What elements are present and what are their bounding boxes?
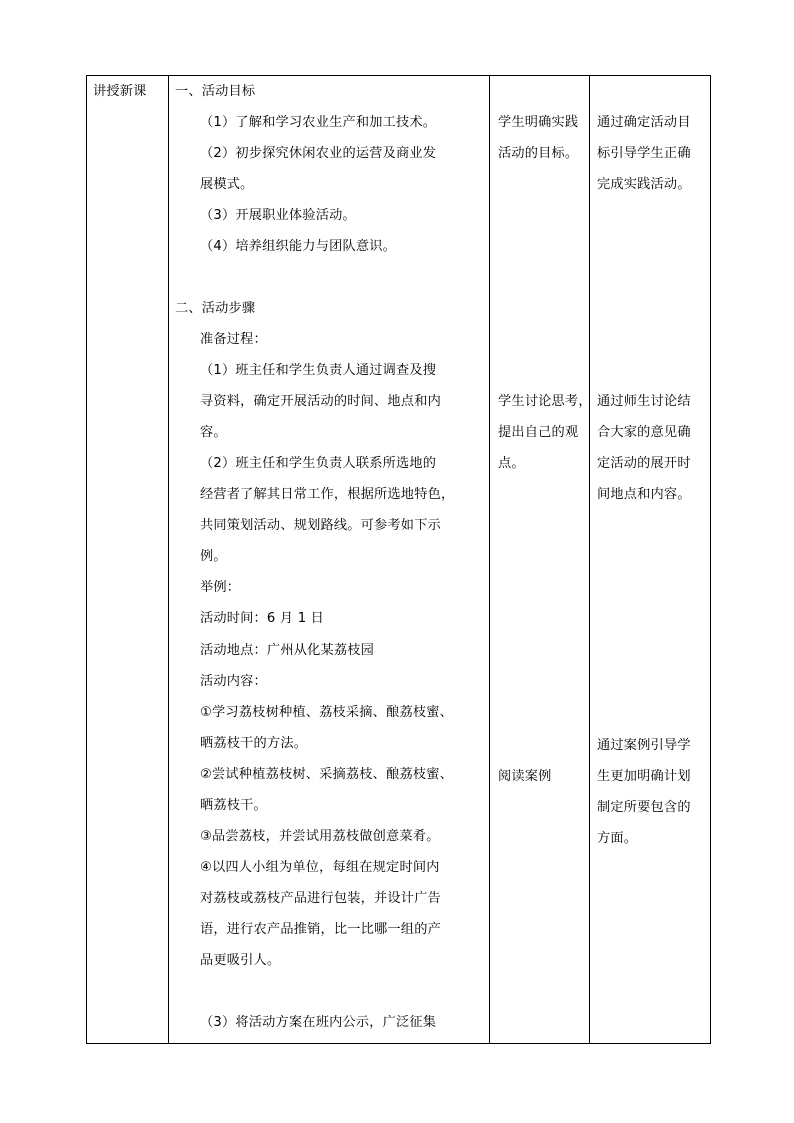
prep-line: （3）将活动方案在班内公示，广泛征集	[200, 1015, 437, 1030]
intent-text: 间地点和内容。	[597, 487, 691, 502]
intent-text: 定活动的展开时	[597, 456, 691, 471]
student-text: 活动的目标。	[498, 146, 579, 161]
intent-text: 标引导学生正确	[597, 146, 691, 161]
intent-text: 方面。	[597, 831, 638, 846]
goal-line: （1）了解和学习农业生产和加工技术。	[200, 115, 437, 130]
activity-time: 活动时间：6 月 1 日	[200, 611, 325, 626]
activity-item: 晒荔枝干的方法。	[200, 736, 308, 751]
student-text: 提出自己的观	[498, 425, 579, 440]
activity-item: ①学习荔枝树种植、荔枝采摘、酿荔枝蜜、	[200, 705, 453, 720]
table-row	[87, 76, 711, 1044]
student-text: 阅读案例	[498, 769, 552, 784]
design-intent-cell	[590, 76, 711, 1044]
prep-title: 准备过程：	[200, 332, 267, 347]
section-title-goals: 一、活动目标	[175, 84, 256, 99]
stage-label-cell	[87, 76, 169, 1044]
prep-line: 共同策划活动、规划路线。可参考如下示	[200, 518, 441, 533]
activity-place: 活动地点：广州从化某荔枝园	[200, 643, 375, 658]
activity-item: ②尝试种植荔枝树、采摘荔枝、酿荔枝蜜、	[200, 767, 453, 782]
prep-line: 容。	[200, 425, 227, 440]
stage-label: 讲授新课	[93, 84, 147, 99]
intent-text: 通过确定活动目	[597, 115, 691, 130]
prep-line: 例。	[200, 549, 227, 564]
student-text: 点。	[498, 456, 525, 471]
student-text: 学生明确实践	[498, 115, 579, 130]
activity-content-title: 活动内容：	[200, 674, 267, 689]
intent-text: 通过案例引导学	[597, 738, 691, 753]
goal-line: 展模式。	[200, 177, 254, 192]
student-activity-cell	[490, 76, 590, 1044]
intent-text: 生更加明确计划	[597, 769, 691, 784]
intent-text: 通过师生讨论结	[597, 394, 691, 409]
goal-line: （4）培养组织能力与团队意识。	[200, 239, 397, 254]
intent-text: 合大家的意见确	[597, 425, 691, 440]
activity-item: 语，进行农产品推销，比一比哪一组的产	[200, 922, 441, 937]
prep-line: 经营者了解其日常工作，根据所选地特色，	[200, 487, 455, 502]
activity-item: 品更吸引人。	[200, 953, 281, 968]
prep-line: 寻资料，确定开展活动的时间、地点和内	[200, 394, 441, 409]
example-title: 举例：	[200, 580, 241, 595]
intent-text: 完成实践活动。	[597, 177, 691, 192]
goal-line: （3）开展职业体验活动。	[200, 208, 356, 223]
student-text: 学生讨论思考，	[498, 394, 592, 409]
section-title-steps: 二、活动步骤	[175, 301, 256, 316]
content-cell	[169, 76, 490, 1044]
prep-line: （1）班主任和学生负责人通过调查及搜	[200, 363, 437, 378]
prep-line: （2）班主任和学生负责人联系所选地的	[200, 456, 437, 471]
intent-text: 制定所要包含的	[597, 800, 691, 815]
activity-item: 对荔枝或荔枝产品进行包装，并设计广告	[200, 891, 441, 906]
goal-line: （2）初步探究休闲农业的运营及商业发	[200, 146, 437, 161]
activity-item: ④以四人小组为单位，每组在规定时间内	[200, 860, 440, 875]
lesson-plan-table	[86, 75, 711, 1044]
activity-item: ③品尝荔枝，并尝试用荔枝做创意菜肴。	[200, 829, 440, 844]
activity-item: 晒荔枝干。	[200, 798, 267, 813]
